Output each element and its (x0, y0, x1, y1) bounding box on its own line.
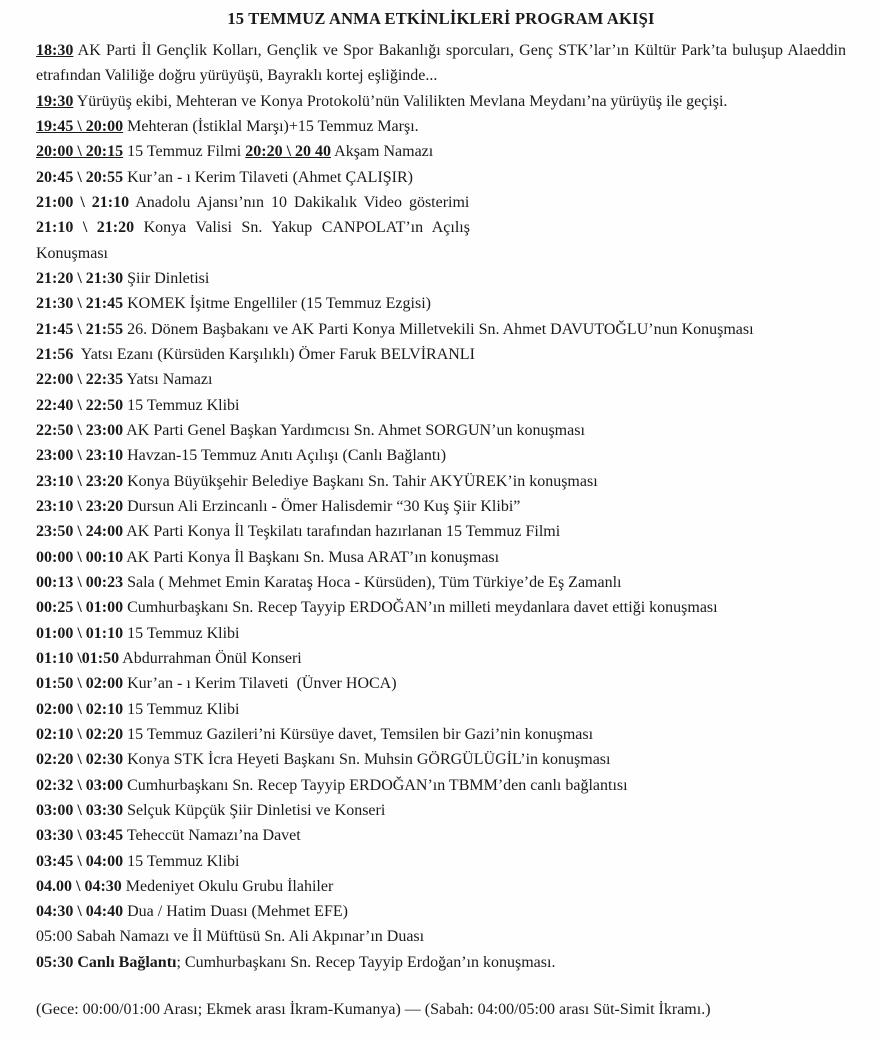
time-label: 21:00 \ 21:10 (36, 193, 130, 211)
time-label: 02:20 \ 02:30 (36, 751, 124, 769)
event-text: 15 Temmuz Klibi (123, 396, 240, 414)
time-label: 21:20 \ 21:30 (36, 269, 124, 287)
event-text: Kur’an - ı Kerim Tilaveti (Ünver HOCA) (123, 675, 397, 693)
event-text: 15 Temmuz Klibi (123, 700, 240, 718)
program-line (36, 215, 846, 240)
program-line (36, 722, 846, 747)
program-line (36, 545, 846, 570)
page-title: 15 TEMMUZ ANMA ETKİNLİKLERİ PROGRAM AKIŞI (227, 9, 655, 28)
program-line (36, 798, 846, 823)
time-label: 19:45 \ 20:00 (36, 117, 124, 135)
event-text: Yürüyüş ekibi, Mehteran ve Konya Protokolü’nün Valilikten Mevlana Meydanı’na yürüyüş ile geçişi. (73, 92, 728, 110)
program-line (36, 89, 846, 114)
event-text: 05:00 Sabah Namazı ve İl Müftüsü Sn. Ali Akpınar’ın Duası (36, 928, 425, 946)
time-label: 18:30 (36, 42, 74, 59)
event-text: Akşam Namazı (331, 143, 434, 161)
event-text: ; Cumhurbaşkanı Sn. Recep Tayyip Erdoğan’ın konuşması. (176, 953, 556, 971)
event-text: AK Parti İl Gençlik Kolları, Gençlik ve Spor Bakanlığı sporcuları, Genç STK’lar’ın Kültür Park’ta buluşup Alaeddin (73, 42, 846, 59)
program-line (36, 671, 846, 696)
event-text: Yatsı Namazı (123, 371, 213, 389)
program-line (36, 773, 846, 798)
program-line (36, 823, 846, 848)
program-line (36, 393, 846, 418)
time-label: 21:10 \ 21:20 (36, 219, 135, 237)
event-text: Sala ( Mehmet Emin Karataş Hoca - Kürsüden), Tüm Türkiye’de Eş Zamanlı (123, 573, 622, 591)
event-text: Havzan-15 Temmuz Anıtı Açılışı (Canlı Bağlantı) (123, 447, 447, 465)
program-line (36, 190, 846, 215)
program-line (36, 595, 846, 620)
event-text: AK Parti Konya İl Teşkilatı tarafından hazırlanan 15 Temmuz Filmi (123, 523, 561, 541)
time-label: 21:45 \ 21:55 (36, 320, 124, 338)
time-label: 23:10 \ 23:20 (36, 497, 124, 515)
time-label: 02:10 \ 02:20 (36, 725, 124, 743)
program-line (36, 874, 846, 899)
event-text: Konya Valisi Sn. Yakup CANPOLAT’ın Açılış (134, 219, 470, 237)
event-text: Medeniyet Okulu Grubu İlahiler (121, 877, 334, 895)
program-line (36, 418, 846, 443)
time-label: 20:45 \ 20:55 (36, 168, 124, 186)
time-label: 03:30 \ 03:45 (36, 827, 124, 845)
program-line (36, 38, 846, 63)
program-line (36, 697, 846, 722)
time-label: 04.00 \ 04:30 (36, 877, 122, 895)
footer-note: (Gece: 00:00/01:00 Arası; Ekmek arası İkram-Kumanya) — (Sabah: 04:00/05:00 arası Süt-Simit İkramı.) (36, 1001, 711, 1019)
time-label: 22:00 \ 22:35 (36, 371, 124, 389)
event-text: 26. Dönem Başbakanı ve AK Parti Konya Milletvekili Sn. Ahmet DAVUTOĞLU’nun Konuşması (123, 320, 754, 338)
program-line (36, 367, 846, 392)
time-label: 02:32 \ 03:00 (36, 776, 124, 794)
program-line (36, 165, 846, 190)
event-text: Abdurrahman Önül Konseri (119, 649, 302, 667)
time-label: 03:00 \ 03:30 (36, 801, 124, 819)
program-line (36, 114, 846, 139)
event-text: 15 Temmuz Filmi (123, 143, 246, 161)
time-label: 02:00 \ 02:10 (36, 700, 124, 718)
event-text: Yatsı Ezanı (Kürsüden Karşılıklı) Ömer Faruk BELVİRANLI (73, 345, 475, 363)
program-line (36, 899, 846, 924)
program-line (36, 519, 846, 544)
event-text: 15 Temmuz Klibi (123, 852, 240, 870)
program-line (36, 342, 846, 367)
event-text: Selçuk Küpçük Şiir Dinletisi ve Konseri (123, 801, 386, 819)
time-label: 20:20 \ 20 40 (245, 143, 332, 161)
time-label: 22:50 \ 23:00 (36, 421, 124, 439)
program-line (36, 291, 846, 316)
time-label: 01:00 \ 01:10 (36, 624, 124, 642)
event-text: Dursun Ali Erzincanlı - Ömer Halisdemir “30 Kuş Şiir Klibi” (123, 497, 521, 515)
event-text: Cumhurbaşkanı Sn. Recep Tayyip ERDOĞAN’ın milleti meydanlara davet ettiği konuşması (123, 599, 718, 617)
event-text: AK Parti Konya İl Başkanı Sn. Musa ARAT’ın konuşması (123, 548, 500, 566)
time-label: 23:10 \ 23:20 (36, 472, 124, 490)
event-text: 15 Temmuz Klibi (123, 624, 240, 642)
program-line (36, 747, 846, 772)
event-text: Kur’an - ı Kerim Tilaveti (Ahmet ÇALIŞIR) (123, 168, 413, 186)
program-line (36, 646, 846, 671)
time-label: 01:10 \01:50 (36, 649, 120, 667)
time-label: 04:30 \ 04:40 (36, 903, 124, 921)
event-text: etrafından Valiliğe doğru yürüyüşü, Bayraklı kortej eşliğinde... (36, 67, 438, 85)
time-label: 23:50 \ 24:00 (36, 523, 124, 541)
event-text: KOMEK İşitme Engelliler (15 Temmuz Ezgisi) (123, 295, 431, 313)
event-text: Dua / Hatim Duası (Mehmet EFE) (123, 903, 348, 921)
time-label: 22:40 \ 22:50 (36, 396, 124, 414)
time-label: 19:30 (36, 92, 74, 110)
event-text: 15 Temmuz Gazileri’ni Kürsüye davet, Temsilen bir Gazi’nin konuşması (123, 725, 594, 743)
program-line (36, 241, 846, 266)
event-text: Konuşması (36, 244, 108, 262)
time-label: 23:00 \ 23:10 (36, 447, 124, 465)
program-line (36, 621, 846, 646)
program-line (36, 570, 846, 595)
program-schedule (36, 38, 846, 975)
event-text: Konya Büyükşehir Belediye Başkanı Sn. Tahir AKYÜREK’in konuşması (123, 472, 598, 490)
program-line (36, 950, 846, 975)
time-label: 01:50 \ 02:00 (36, 675, 124, 693)
program-line (36, 317, 846, 342)
program-line (36, 63, 846, 88)
time-label: 00:25 \ 01:00 (36, 599, 124, 617)
time-label: 20:00 \ 20:15 (36, 143, 124, 161)
program-line (36, 924, 846, 949)
program-line (36, 139, 846, 164)
time-label: 05:30 Canlı Bağlantı (36, 953, 177, 971)
program-line (36, 849, 846, 874)
event-text: Şiir Dinletisi (123, 269, 210, 287)
time-label: 03:45 \ 04:00 (36, 852, 124, 870)
program-line (36, 494, 846, 519)
event-text: Cumhurbaşkanı Sn. Recep Tayyip ERDOĞAN’ın TBMM’den canlı bağlantısı (123, 776, 628, 794)
time-label: 00:00 \ 00:10 (36, 548, 124, 566)
event-text: Mehteran (İstiklal Marşı)+15 Temmuz Marşı. (123, 117, 419, 135)
event-text: Teheccüt Namazı’na Davet (123, 827, 301, 845)
event-text: AK Parti Genel Başkan Yardımcısı Sn. Ahmet SORGUN’un konuşması (123, 421, 585, 439)
program-line (36, 469, 846, 494)
time-label: 21:30 \ 21:45 (36, 295, 124, 313)
event-text: Anadolu Ajansı’nın 10 Dakikalık Video gösterimi (129, 193, 470, 211)
event-text: Konya STK İcra Heyeti Başkanı Sn. Muhsin GÖRGÜLÜGİL’in konuşması (123, 751, 611, 769)
time-label: 21:56 (36, 345, 74, 363)
time-label: 00:13 \ 00:23 (36, 573, 124, 591)
program-line (36, 266, 846, 291)
program-line (36, 443, 846, 468)
